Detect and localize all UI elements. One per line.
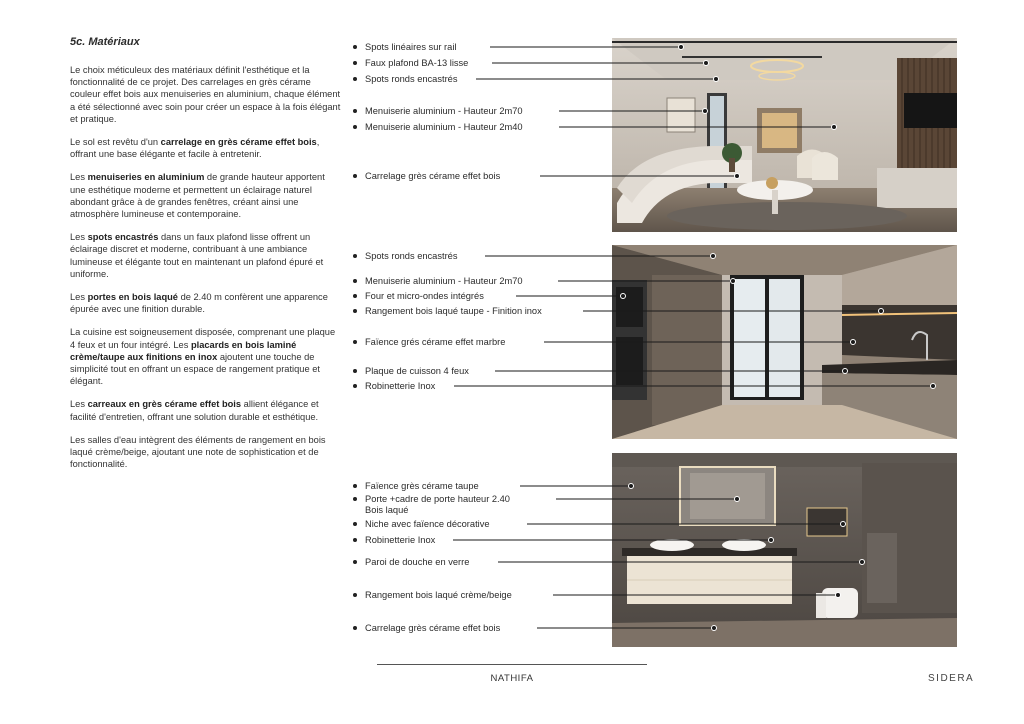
paragraph-text: allient élégance et facilité d'entretien, offrant une solution durable et esthétique. — [70, 399, 319, 422]
paragraph-text: Le choix méticuleux des matériaux définit l'esthétique et la fonctionnalité de ce projet. Des carrelages en grès cérame couleur effet bois aux menuiseries en aluminium, chaque élément a été sélectionné avec soin pour créer un espace à la fois élégant et pratique. — [70, 65, 341, 124]
callout-living-1: Spots linéaires sur rail — [353, 42, 456, 53]
paragraph-bold-text: menuiseries en aluminium — [87, 172, 205, 183]
project-name: NATHIFA — [490, 673, 534, 684]
section-title: 5c. Matériaux — [70, 36, 140, 48]
paragraph-text: Les — [70, 232, 88, 243]
bullet-icon — [353, 294, 357, 298]
paragraph-text: , offrant une base élégante et facile à entretenir. — [70, 137, 320, 160]
paragraph-bold-text: spots encastrés — [87, 232, 159, 243]
paragraph-bold-text: portes en bois laqué — [87, 292, 178, 303]
paragraph-text: Les — [70, 399, 88, 410]
brand-logo: SIDERA — [928, 673, 975, 684]
bullet-icon — [353, 369, 357, 373]
paragraph-text: dans un faux plafond lisse offrent un éclairage discret et moderne, contribuant à une ambiance lumineuse et élégante tout en maintenant un plafond épuré et uniforme. — [70, 232, 324, 279]
paragraph-text: de 2.40 m confèrent une apparence épurée avec une finition durable. — [70, 292, 328, 315]
paragraph-bold-text: carreaux en grès cérame effet bois — [87, 399, 242, 410]
bullet-icon — [353, 309, 357, 313]
callout-living-6: Carrelage grès cérame effet bois — [353, 171, 500, 182]
bullet-icon — [353, 560, 357, 564]
bullet-icon — [353, 384, 357, 388]
callout-kitchen-7: Robinetterie Inox — [353, 381, 435, 392]
callout-bath-5: Paroi de douche en verre — [353, 557, 469, 568]
paragraph-bold-text: placards en bois laminé crème/taupe aux finitions en inox — [70, 339, 297, 362]
bullet-icon — [353, 45, 357, 49]
paragraph-text: Le sol est revêtu d'un — [70, 137, 161, 148]
callout-living-5: Menuiserie aluminium - Hauteur 2m40 — [353, 122, 523, 133]
footer-divider — [377, 664, 647, 665]
bullet-icon — [353, 174, 357, 178]
paragraph-text: Les — [70, 292, 88, 303]
paragraph-text: de grande hauteur apportent une esthétique moderne et permettent un éclairage naturel abondant grâce à de grandes fenêtres, créant ainsi une atmosphère lumineuse et contemporaine. — [70, 172, 325, 220]
paragraph-bold-text: carrelage en grès cérame effet bois — [160, 137, 317, 148]
callout-kitchen-4: Rangement bois laqué taupe - Finition inox — [353, 306, 542, 317]
bullet-icon — [353, 626, 357, 630]
callout-bath-1: Faïence grès cérame taupe — [353, 481, 479, 492]
callout-kitchen-6: Plaque de cuisson 4 feux — [353, 366, 469, 377]
callout-kitchen-1: Spots ronds encastrés — [353, 251, 458, 262]
bullet-icon — [353, 125, 357, 129]
callout-kitchen-5: Faïence grés cérame effet marbre — [353, 337, 505, 348]
bullet-icon — [353, 538, 357, 542]
bullet-icon — [353, 77, 357, 81]
paragraph-text: ajoutent une touche de simplicité tout en offrant un espace de rangement pratique et élégant. — [70, 351, 320, 387]
callout-bath-6: Rangement bois laqué crème/beige — [353, 590, 512, 601]
callout-bath-2: Porte +cadre de porte hauteur 2.40 Bois laqué — [353, 494, 510, 516]
callout-living-3: Spots ronds encastrés — [353, 74, 458, 85]
bullet-icon — [353, 522, 357, 526]
paragraph-text: Les salles d'eau intègrent des éléments de rangement en bois laqué crème/beige, ajoutant une note de sophistication et de fonctionnalité. — [70, 434, 326, 470]
callout-kitchen-3: Four et micro-ondes intégrés — [353, 291, 484, 302]
paragraph-text: La cuisine est soigneusement disposée, comprenant une plaque 4 feux et un four intégré. Les — [70, 327, 336, 350]
callout-kitchen-2: Menuiserie aluminium - Hauteur 2m70 — [353, 276, 523, 287]
bullet-icon — [353, 279, 357, 283]
callout-living-4: Menuiserie aluminium - Hauteur 2m70 — [353, 106, 523, 117]
callout-living-2: Faux plafond BA-13 lisse — [353, 58, 468, 69]
bullet-icon — [353, 497, 357, 501]
paragraph-text: Les — [70, 172, 88, 183]
bullet-icon — [353, 484, 357, 488]
bullet-icon — [353, 340, 357, 344]
callout-bath-7: Carrelage grès cérame effet bois — [353, 623, 500, 634]
bullet-icon — [353, 593, 357, 597]
callout-bath-4: Robinetterie Inox — [353, 535, 435, 546]
bullet-icon — [353, 254, 357, 258]
bullet-icon — [353, 109, 357, 113]
bullet-icon — [353, 61, 357, 65]
callout-bath-3: Niche avec faïence décorative — [353, 519, 490, 530]
